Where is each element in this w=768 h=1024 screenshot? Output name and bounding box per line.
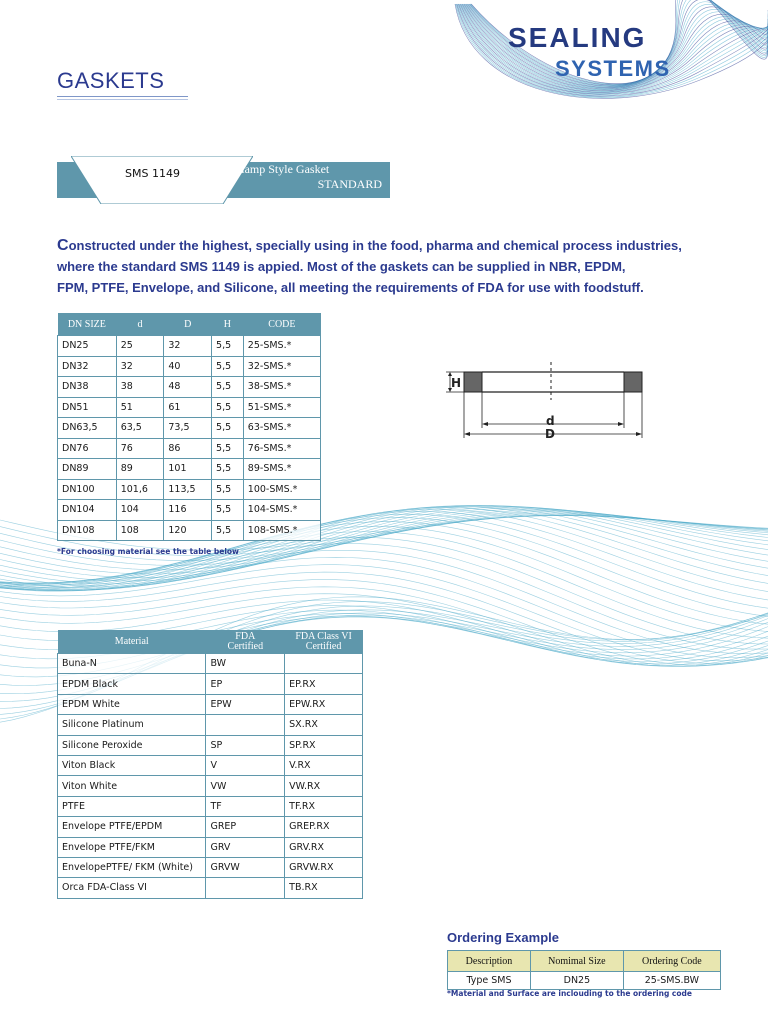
- size-table-row-cell: 5,5: [212, 377, 244, 398]
- size-table-row-cell: 108-SMS.*: [243, 520, 320, 541]
- material-table-row: [58, 654, 363, 674]
- size-table-row-cell: 89-SMS.*: [243, 459, 320, 480]
- material-table-row-cell: EnvelopePTFE/ FKM (White): [58, 857, 206, 877]
- material-table-header-row: [58, 630, 363, 654]
- material-table-row: [58, 674, 363, 694]
- material-table-row-cell: EPW: [206, 694, 285, 714]
- banner-subtitle: STANDARD: [317, 177, 382, 191]
- size-table-row-cell: 113,5: [164, 479, 212, 500]
- gasket-cross-section-diagram: [438, 360, 658, 448]
- material-table-row-cell: Silicone Peroxide: [58, 735, 206, 755]
- intro-line-1: [57, 235, 697, 256]
- size-table-row-cell: 104: [116, 500, 164, 521]
- size-table-row: [58, 500, 321, 521]
- size-table-row-cell: 48: [164, 377, 212, 398]
- material-table-row-cell: BW: [206, 654, 285, 674]
- size-col-code: CODE: [243, 313, 320, 336]
- material-table-row: [58, 776, 363, 796]
- ordering-row: [448, 972, 721, 990]
- size-table-row-cell: 5,5: [212, 397, 244, 418]
- material-table-row-cell: GREP: [206, 817, 285, 837]
- material-table-row-cell: Orca FDA-Class VI: [58, 878, 206, 898]
- material-table-body: [58, 654, 363, 899]
- material-table-row-cell: Envelope PTFE/FKM: [58, 837, 206, 857]
- size-table-row-cell: 104-SMS.*: [243, 500, 320, 521]
- size-table-row-cell: 5,5: [212, 438, 244, 459]
- size-table-row-cell: 51-SMS.*: [243, 397, 320, 418]
- banner-title: Tri-Clamp Style Gasket: [215, 162, 330, 176]
- ordering-col-ordering-code: Ordering Code: [623, 951, 720, 972]
- size-table-row-cell: 38-SMS.*: [243, 377, 320, 398]
- material-table-row-cell: [206, 715, 285, 735]
- size-table-row: [58, 520, 321, 541]
- size-table-row-cell: 5,5: [212, 479, 244, 500]
- material-table-row-cell: Buna-N: [58, 654, 206, 674]
- material-table-row-cell: EPDM Black: [58, 674, 206, 694]
- material-table-row-cell: GRV.RX: [285, 837, 363, 857]
- product-banner: [57, 156, 390, 204]
- material-table-row-cell: [206, 878, 285, 898]
- size-table-row-cell: 73,5: [164, 418, 212, 439]
- size-table-row-cell: 101,6: [116, 479, 164, 500]
- material-table-row-cell: EPW.RX: [285, 694, 363, 714]
- size-table-row-cell: 63,5: [116, 418, 164, 439]
- size-table-row-cell: 5,5: [212, 459, 244, 480]
- size-table-note: *For choosing material see the table below: [57, 547, 239, 556]
- size-table-row-cell: 38: [116, 377, 164, 398]
- intro-line-1-text: onstructed under the highest, specially using in the food, pharma and chemical process industries,: [68, 238, 682, 253]
- size-table-row-cell: 76: [116, 438, 164, 459]
- ordering-note: *Material and Surface are inclouding to the ordering code: [447, 989, 692, 998]
- material-table-row: [58, 735, 363, 755]
- material-table-row-cell: GRVW: [206, 857, 285, 877]
- material-col-material: Material: [58, 630, 206, 654]
- size-table-row-cell: 5,5: [212, 356, 244, 377]
- intro-paragraph: [57, 235, 697, 298]
- size-table-row: [58, 479, 321, 500]
- banner-standard-code: SMS 1149: [125, 167, 180, 180]
- size-table-row-cell: 63-SMS.*: [243, 418, 320, 439]
- material-table-row-cell: TF.RX: [285, 796, 363, 816]
- gasket-section-left: [464, 372, 482, 392]
- material-table-row-cell: Envelope PTFE/EPDM: [58, 817, 206, 837]
- size-table-row: [58, 356, 321, 377]
- size-table-row-cell: 25: [116, 336, 164, 357]
- size-table-row-cell: DN25: [58, 336, 117, 357]
- size-table-row: [58, 418, 321, 439]
- size-col-D: D: [164, 313, 212, 336]
- material-table-row-cell: V.RX: [285, 755, 363, 775]
- material-table-row-cell: GRV: [206, 837, 285, 857]
- diagram-label-h: H: [451, 376, 462, 390]
- material-table-row: [58, 755, 363, 775]
- size-table-row-cell: 89: [116, 459, 164, 480]
- size-table-row-cell: 5,5: [212, 336, 244, 357]
- ordering-example-title: Ordering Example: [447, 930, 559, 945]
- ordering-col-nominal-size: Nomimal Size: [530, 951, 623, 972]
- size-table-row-cell: DN104: [58, 500, 117, 521]
- material-table-row-cell: SX.RX: [285, 715, 363, 735]
- material-table-row-cell: SP: [206, 735, 285, 755]
- title-underline: [57, 96, 188, 97]
- size-table-row-cell: 116: [164, 500, 212, 521]
- ordering-cell-ordering-code: 25-SMS.BW: [623, 972, 720, 990]
- size-table-row-cell: 86: [164, 438, 212, 459]
- size-table-row-cell: DN100: [58, 479, 117, 500]
- size-table-row-cell: 5,5: [212, 520, 244, 541]
- material-table-row-cell: EP: [206, 674, 285, 694]
- ordering-header-row: [448, 951, 721, 972]
- size-table-header-row: [58, 313, 321, 336]
- material-table-row-cell: TF: [206, 796, 285, 816]
- size-table-row-cell: 40: [164, 356, 212, 377]
- size-col-h: H: [212, 313, 244, 336]
- size-table-row-cell: DN76: [58, 438, 117, 459]
- material-table-row-cell: EPDM White: [58, 694, 206, 714]
- size-col-d: d: [116, 313, 164, 336]
- material-table-row: [58, 817, 363, 837]
- material-table-row: [58, 715, 363, 735]
- material-table-row-cell: TB.RX: [285, 878, 363, 898]
- size-table-row-cell: 101: [164, 459, 212, 480]
- material-col-fda: FDA Certified: [206, 630, 285, 654]
- intro-drop-cap: C: [57, 237, 69, 254]
- material-table-row: [58, 796, 363, 816]
- material-table-row-cell: VW.RX: [285, 776, 363, 796]
- diagram-label-d: d: [546, 414, 555, 428]
- size-table-row-cell: 76-SMS.*: [243, 438, 320, 459]
- ordering-col-description: Description: [448, 951, 531, 972]
- ordering-cell-description: Type SMS: [448, 972, 531, 990]
- size-table-row-cell: 108: [116, 520, 164, 541]
- diagram-label-D: D: [545, 427, 555, 441]
- size-table-row: [58, 438, 321, 459]
- title-underline-secondary: [57, 99, 188, 100]
- material-table-row-cell: V: [206, 755, 285, 775]
- size-table: [57, 313, 321, 541]
- size-table-row: [58, 397, 321, 418]
- size-table-row-cell: DN38: [58, 377, 117, 398]
- size-table-row-cell: 32: [164, 336, 212, 357]
- material-table-row: [58, 694, 363, 714]
- material-table-row-cell: GREP.RX: [285, 817, 363, 837]
- size-table-row-cell: 32: [116, 356, 164, 377]
- material-col-fda-class-vi: FDA Class VI Certified: [285, 630, 363, 654]
- material-table-row: [58, 857, 363, 877]
- size-table-row-cell: DN108: [58, 520, 117, 541]
- page-title: GASKETS: [57, 68, 165, 93]
- material-table-row-cell: Silicone Platinum: [58, 715, 206, 735]
- material-table-row-cell: VW: [206, 776, 285, 796]
- size-table-row-cell: 25-SMS.*: [243, 336, 320, 357]
- size-table-row: [58, 459, 321, 480]
- intro-line-2: where the standard SMS 1149 is appied. Most of the gaskets can be supplied in NBR, EPDM,: [57, 259, 626, 274]
- ordering-cell-nominal-size: DN25: [530, 972, 623, 990]
- material-table-row-cell: GRVW.RX: [285, 857, 363, 877]
- size-table-row-cell: 120: [164, 520, 212, 541]
- size-table-row-cell: DN89: [58, 459, 117, 480]
- size-table-row-cell: DN51: [58, 397, 117, 418]
- material-table: [57, 630, 363, 899]
- material-table-row-cell: Viton White: [58, 776, 206, 796]
- logo-text-systems: SYSTEMS: [555, 56, 671, 81]
- size-table-row: [58, 377, 321, 398]
- size-table-row-cell: 5,5: [212, 500, 244, 521]
- size-col-dn: DN SIZE: [58, 313, 117, 336]
- size-table-body: [58, 336, 321, 541]
- material-table-row-cell: Viton Black: [58, 755, 206, 775]
- material-table-row: [58, 837, 363, 857]
- material-table-row-cell: SP.RX: [285, 735, 363, 755]
- material-table-row-cell: PTFE: [58, 796, 206, 816]
- size-table-row-cell: 5,5: [212, 418, 244, 439]
- material-table-row-cell: [285, 654, 363, 674]
- size-table-row-cell: DN32: [58, 356, 117, 377]
- intro-line-3: FPM, PTFE, Envelope, and Silicone, all meeting the requirements of FDA for use with foodstuff.: [57, 280, 644, 295]
- size-table-row-cell: 32-SMS.*: [243, 356, 320, 377]
- size-table-row: [58, 336, 321, 357]
- size-table-row-cell: 61: [164, 397, 212, 418]
- size-table-row-cell: 51: [116, 397, 164, 418]
- size-table-row-cell: 100-SMS.*: [243, 479, 320, 500]
- material-table-row-cell: EP.RX: [285, 674, 363, 694]
- material-table-row: [58, 878, 363, 898]
- size-table-row-cell: DN63,5: [58, 418, 117, 439]
- ordering-example-table: [447, 950, 721, 990]
- logo-text-sealing: SEALING: [508, 22, 647, 53]
- gasket-section-right: [624, 372, 642, 392]
